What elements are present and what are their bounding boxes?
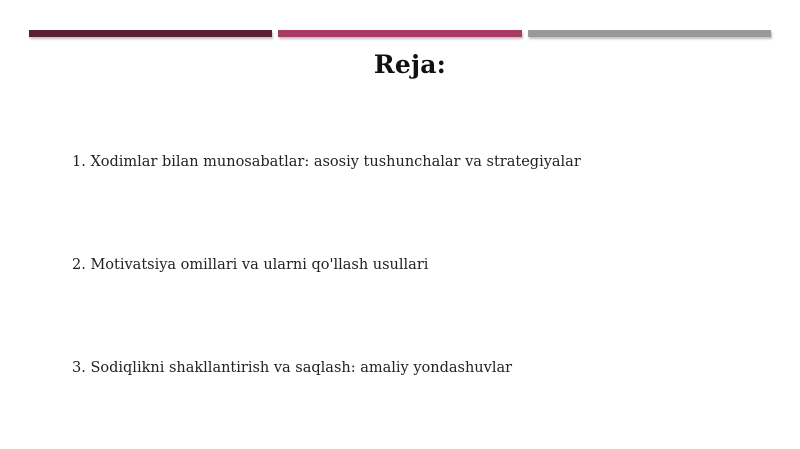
plan-item-3: 3. Sodiqlikni shakllantirish va saqlash: amaliy yondashuvlar bbox=[72, 360, 513, 376]
accent-bar-gray bbox=[528, 30, 771, 37]
accent-bar-magenta bbox=[278, 30, 522, 37]
slide-title: Reja: bbox=[373, 50, 447, 79]
accent-bar-dark bbox=[29, 30, 272, 37]
decorative-top-bars bbox=[29, 30, 771, 38]
plan-item-1: 1. Xodimlar bilan munosabatlar: asosiy tushunchalar va strategiyalar bbox=[72, 154, 581, 170]
plan-item-2: 2. Motivatsiya omillari va ularni qo'llash usullari bbox=[72, 257, 429, 273]
